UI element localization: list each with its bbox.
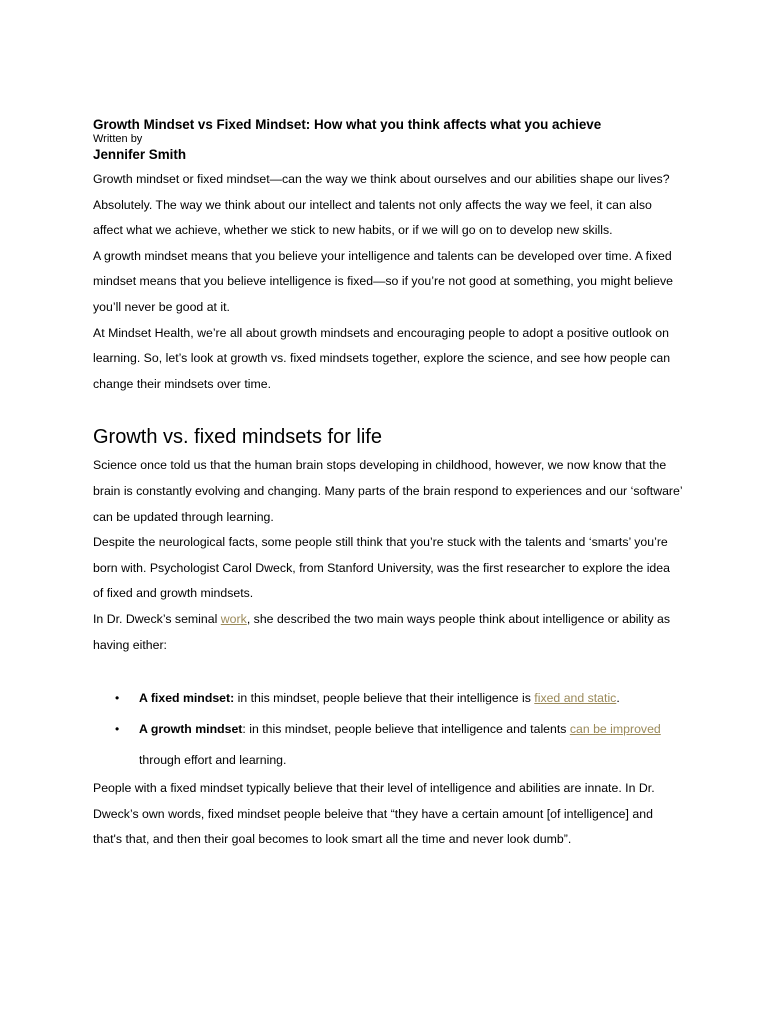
- list-item-growth-mindset: [93, 714, 683, 776]
- fixed-and-static-link[interactable]: fixed and static: [534, 691, 617, 706]
- bullet-text: in this mindset, people believe that their intelligence is: [234, 691, 535, 706]
- can-be-improved-link[interactable]: can be improved: [569, 722, 661, 737]
- list-item-fixed-mindset: [93, 683, 683, 714]
- mindset-bullet-list: [93, 683, 683, 776]
- dweck-paragraph: [93, 607, 683, 658]
- bullet-text-after-link: through effort and learning.: [139, 753, 287, 768]
- article-title: Growth Mindset vs Fixed Mindset: How what you think affects what you achieve: [93, 117, 602, 132]
- author-name: Jennifer Smith: [93, 147, 187, 162]
- dweck-text-after-link: , she described the two main ways people think about intelligence or ability as having either:: [93, 611, 671, 652]
- bullet-text-after-link: .: [616, 691, 620, 706]
- bullet-bold-term: A growth mindset: [139, 722, 243, 737]
- dweck-text-before-link: In Dr. Dweck’s seminal: [93, 611, 221, 626]
- closing-paragraph: People with a fixed mindset typically believe that their level of intelligence and abilities are innate. In Dr. Dweck’s own words, fixed mindset people beleive that “they have a certain amount [of intelligence] and that's that, and then their goal becomes to look smart all the time and never look dumb”.: [93, 781, 655, 847]
- work-link[interactable]: work: [220, 611, 247, 626]
- written-by-label: Written by: [93, 133, 143, 145]
- bullet-text: : in this mindset, people believe that intelligence and talents: [242, 722, 570, 737]
- section-paragraph: Science once told us that the human brain stops developing in childhood, however, we now know that the brain is constantly evolving and changing. Many parts of the brain respond to experiences and our ‘software’ can be updated through learning.: [93, 458, 683, 524]
- intro-paragraph: A growth mindset means that you believe your intelligence and talents can be developed over time. A fixed mindset means that you believe intelligence is fixed—so if you’re not good at something, you might believe you’ll never be good at it.: [93, 248, 674, 314]
- section-heading: Growth vs. fixed mindsets for life: [93, 426, 382, 449]
- section-paragraph: Despite the neurological facts, some people still think that you’re stuck with the talents and ‘smarts’ you’re born with. Psychologist Carol Dweck, from Stanford University, was the first researcher to explore the idea of fixed and growth mindsets.: [93, 535, 670, 601]
- bullet-icon: •: [115, 691, 120, 706]
- document-page: [93, 116, 683, 853]
- intro-paragraph: At Mindset Health, we’re all about growth mindsets and encouraging people to adopt a positive outlook on learning. So, let’s look at growth vs. fixed mindsets together, explore the science, and see how people can change their mindsets over time.: [93, 325, 671, 391]
- intro-paragraph: Growth mindset or fixed mindset—can the way we think about ourselves and our abilities shape our lives? Absolutely. The way we think about our intellect and talents not only affects the way we feel, it can also affect what we achieve, whether we stick to new habits, or if we will go on to develop new skills.: [93, 172, 670, 238]
- bullet-bold-term: A fixed mindset:: [139, 691, 235, 706]
- bullet-icon: •: [115, 722, 120, 737]
